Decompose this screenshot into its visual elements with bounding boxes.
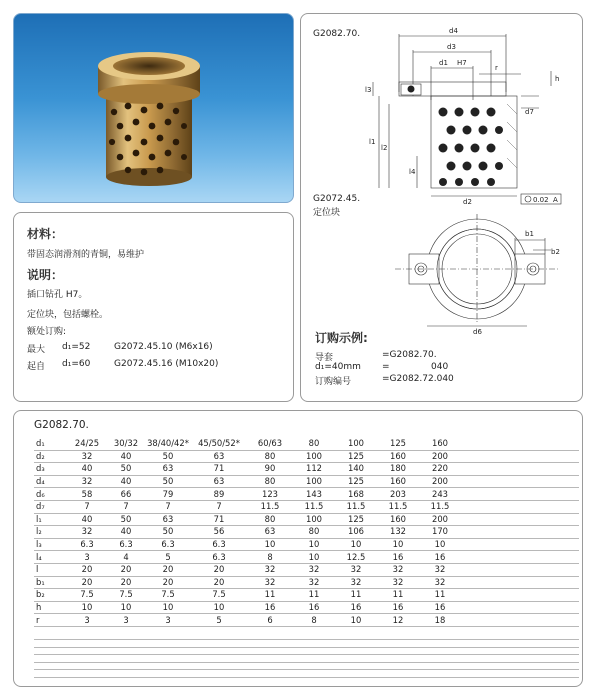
table-cell: 11.5 [246, 500, 294, 513]
table-cell: 63 [144, 513, 192, 526]
dim-l4: l4 [409, 168, 416, 176]
table-cell: 63 [192, 450, 246, 463]
table-spacer [462, 563, 579, 576]
table-row [34, 538, 579, 551]
extra-row-label: 最大 [27, 345, 46, 355]
table-cell: 132 [378, 526, 418, 539]
table-cell: 32 [418, 563, 462, 576]
table-cell: 160 [418, 438, 462, 450]
part-number-top: G2082.70. [313, 29, 361, 39]
blank-rule [34, 662, 579, 663]
table-row [34, 551, 579, 564]
dim-l2: l2 [381, 144, 388, 152]
table-cell: 10 [192, 601, 246, 614]
row-label: h [34, 601, 66, 614]
blank-rule [34, 654, 579, 655]
row-label: r [34, 614, 66, 627]
table-cell: 6.3 [66, 538, 108, 551]
table-cell: 243 [418, 488, 462, 501]
row-label: d₁ [34, 438, 66, 450]
table-row [34, 488, 579, 501]
table-cell: 7 [108, 500, 144, 513]
order-example-heading: 订购示例: [315, 331, 368, 345]
table-cell: 170 [418, 526, 462, 539]
table-spacer [462, 513, 579, 526]
table-cell: 40 [108, 450, 144, 463]
dimension-table [34, 438, 579, 627]
table-spacer [462, 614, 579, 627]
note-line-1: 插口钻孔 H7。 [27, 290, 88, 300]
table-cell: 80 [246, 450, 294, 463]
table-cell: 32 [294, 563, 334, 576]
table-cell: 10 [66, 601, 108, 614]
table-cell: 11 [418, 589, 462, 602]
table-cell: 160 [378, 475, 418, 488]
table-row [34, 450, 579, 463]
table-cell: 11 [294, 589, 334, 602]
bushing-illustration [14, 14, 294, 203]
blank-rule [34, 639, 579, 640]
table-cell: 3 [144, 614, 192, 627]
dim-b2: b2 [551, 248, 560, 256]
dim-d1: d1 [439, 59, 448, 67]
dim-h7: H7 [457, 59, 467, 67]
table-cell: 125 [378, 438, 418, 450]
table-cell: 100 [294, 450, 334, 463]
table-row [34, 500, 579, 513]
row-label: d₇ [34, 500, 66, 513]
table-cell: 90 [246, 463, 294, 476]
table-cell: 89 [192, 488, 246, 501]
dim-d6: d6 [473, 328, 482, 334]
dim-h: h [555, 75, 560, 83]
table-cell: 40 [66, 513, 108, 526]
table-row [34, 614, 579, 627]
table-cell: 5 [144, 551, 192, 564]
table-cell: 16 [378, 551, 418, 564]
table-cell: 143 [294, 488, 334, 501]
table-cell: 106 [334, 526, 378, 539]
row-label: l [34, 563, 66, 576]
note-line-2: 定位块，包括螺栓。 [27, 310, 109, 320]
table-cell: 203 [378, 488, 418, 501]
dim-tolerance: 0.02 [533, 196, 549, 204]
table-cell: 12 [378, 614, 418, 627]
table-cell: 220 [418, 463, 462, 476]
extra-row-code: G2072.45.10 (M6x16) [114, 342, 213, 352]
extra-row-label: 起自 [27, 362, 46, 372]
row-label: l₂ [34, 526, 66, 539]
row-label: l₃ [34, 538, 66, 551]
extra-order-label: 额处订购: [27, 327, 67, 337]
table-cell: 4 [108, 551, 144, 564]
table-cell: 7.5 [192, 589, 246, 602]
table-cell: 16 [334, 601, 378, 614]
table-cell: 45/50/52* [192, 438, 246, 450]
table-cell: 63 [144, 463, 192, 476]
table-row [34, 601, 579, 614]
table-cell: 7 [192, 500, 246, 513]
table-spacer [462, 576, 579, 589]
table-cell: 10 [378, 538, 418, 551]
table-cell: 3 [66, 551, 108, 564]
section-drawing [361, 26, 576, 206]
table-cell: 7.5 [108, 589, 144, 602]
note-heading: 说明： [27, 268, 64, 282]
table-spacer [462, 526, 579, 539]
table-cell: 32 [294, 576, 334, 589]
table-cell: 125 [334, 450, 378, 463]
table-cell: 125 [334, 475, 378, 488]
row-label: d₄ [34, 475, 66, 488]
table-cell: 32 [418, 576, 462, 589]
table-cell: 32 [334, 576, 378, 589]
table-cell: 7.5 [66, 589, 108, 602]
table-cell: 100 [334, 438, 378, 450]
table-spacer [462, 551, 579, 564]
table-cell: 11.5 [294, 500, 334, 513]
table-cell: 11.5 [334, 500, 378, 513]
table-row [34, 563, 579, 576]
table-cell: 7 [144, 500, 192, 513]
table-cell: 6.3 [192, 538, 246, 551]
table-row [34, 513, 579, 526]
dim-r: r [495, 64, 498, 72]
table-cell: 40 [108, 526, 144, 539]
table-cell: 3 [108, 614, 144, 627]
table-cell: 8 [294, 614, 334, 627]
table-cell: 50 [144, 526, 192, 539]
table-cell: 50 [108, 463, 144, 476]
table-cell: 125 [334, 513, 378, 526]
row-label: l₄ [34, 551, 66, 564]
top-view-drawing [391, 214, 581, 334]
table-cell: 8 [246, 551, 294, 564]
table-cell: 200 [418, 513, 462, 526]
table-title: G2082.70. [34, 419, 89, 431]
table-cell: 56 [192, 526, 246, 539]
table-cell: 100 [294, 475, 334, 488]
table-cell: 38/40/42* [144, 438, 192, 450]
table-cell: 32 [378, 563, 418, 576]
order-row-value: =G2082.70. [382, 350, 437, 360]
table-cell: 6.3 [192, 551, 246, 564]
order-row-key: d₁=40mm [315, 362, 361, 372]
table-row [34, 576, 579, 589]
table-cell: 20 [192, 563, 246, 576]
blank-rule [34, 669, 579, 670]
blank-rule [34, 647, 579, 648]
extra-row-cond: d₁=52 [62, 342, 91, 352]
table-spacer [462, 601, 579, 614]
table-cell: 7.5 [144, 589, 192, 602]
table-cell: 11.5 [378, 500, 418, 513]
table-cell: 6 [246, 614, 294, 627]
table-cell: 20 [108, 576, 144, 589]
table-cell: 112 [294, 463, 334, 476]
material-heading: 材料： [27, 227, 64, 241]
table-spacer [462, 488, 579, 501]
table-cell: 16 [294, 601, 334, 614]
dim-b1: b1 [525, 230, 534, 238]
drawing-panel [300, 13, 583, 402]
table-cell: 10 [108, 601, 144, 614]
table-cell: 80 [294, 526, 334, 539]
product-photo [13, 13, 294, 203]
table-cell: 30/32 [108, 438, 144, 450]
table-cell: 10 [294, 538, 334, 551]
table-cell: 40 [66, 463, 108, 476]
table-cell: 12.5 [334, 551, 378, 564]
dim-d3: d3 [447, 43, 456, 51]
table-row [34, 463, 579, 476]
extra-row-cond: d₁=60 [62, 359, 91, 369]
table-cell: 32 [66, 450, 108, 463]
table-cell: 50 [144, 475, 192, 488]
table-cell: 123 [246, 488, 294, 501]
table-spacer [462, 589, 579, 602]
table-cell: 10 [246, 538, 294, 551]
table-cell: 20 [66, 563, 108, 576]
table-cell: 20 [108, 563, 144, 576]
table-cell: 6.3 [108, 538, 144, 551]
table-cell: 71 [192, 463, 246, 476]
table-cell: 10 [418, 538, 462, 551]
table-cell: 168 [334, 488, 378, 501]
table-cell: 50 [108, 513, 144, 526]
dim-l1: l1 [369, 138, 376, 146]
table-cell: 71 [192, 513, 246, 526]
table-spacer [462, 463, 579, 476]
order-row-key: 导套 [315, 353, 334, 363]
table-cell: 100 [294, 513, 334, 526]
table-cell: 24/25 [66, 438, 108, 450]
table-cell: 11 [334, 589, 378, 602]
table-cell: 10 [334, 538, 378, 551]
table-cell: 32 [246, 563, 294, 576]
table-cell: 11 [378, 589, 418, 602]
table-row [34, 589, 579, 602]
row-label: b₁ [34, 576, 66, 589]
table-cell: 80 [294, 438, 334, 450]
table-cell: 32 [334, 563, 378, 576]
table-cell: 16 [418, 551, 462, 564]
table-spacer [462, 500, 579, 513]
table-row [34, 526, 579, 539]
table-cell: 16 [246, 601, 294, 614]
table-spacer [462, 475, 579, 488]
table-spacer [462, 538, 579, 551]
table-cell: 80 [246, 475, 294, 488]
dim-l3: l3 [365, 86, 372, 94]
table-cell: 80 [246, 513, 294, 526]
table-cell: 200 [418, 450, 462, 463]
blank-rule [34, 677, 579, 678]
order-row-value: =G2082.72.040 [382, 374, 454, 384]
table-cell: 3 [66, 614, 108, 627]
table-cell: 10 [294, 551, 334, 564]
row-label: d₆ [34, 488, 66, 501]
table-row [34, 438, 579, 450]
table-cell: 140 [334, 463, 378, 476]
table-cell: 10 [144, 601, 192, 614]
order-row-key: 订购编号 [315, 377, 352, 387]
table-cell: 16 [418, 601, 462, 614]
table-cell: 20 [144, 576, 192, 589]
table-cell: 20 [192, 576, 246, 589]
table-spacer [462, 450, 579, 463]
order-row-value: = [382, 362, 390, 372]
table-cell: 160 [378, 513, 418, 526]
row-label: d₃ [34, 463, 66, 476]
table-cell: 60/63 [246, 438, 294, 450]
table-cell: 11.5 [418, 500, 462, 513]
part-number-bottom: G2072.45. [313, 194, 361, 204]
table-cell: 40 [108, 475, 144, 488]
table-cell: 32 [66, 475, 108, 488]
material-text: 带固态润滑剂的青铜，易维护 [27, 250, 145, 260]
table-cell: 200 [418, 475, 462, 488]
table-cell: 6.3 [144, 538, 192, 551]
row-label: d₂ [34, 450, 66, 463]
table-cell: 16 [378, 601, 418, 614]
dim-datum: A [553, 196, 558, 204]
row-label: b₂ [34, 589, 66, 602]
table-cell: 7 [66, 500, 108, 513]
table-cell: 160 [378, 450, 418, 463]
table-cell: 32 [378, 576, 418, 589]
table-cell: 63 [192, 475, 246, 488]
table-cell: 20 [66, 576, 108, 589]
table-cell: 50 [144, 450, 192, 463]
table-cell: 180 [378, 463, 418, 476]
table-cell: 20 [144, 563, 192, 576]
dim-d7: d7 [525, 108, 534, 116]
table-cell: 32 [66, 526, 108, 539]
table-cell: 10 [334, 614, 378, 627]
row-label: l₁ [34, 513, 66, 526]
table-spacer [462, 438, 579, 450]
extra-row-code: G2072.45.16 (M10x20) [114, 359, 219, 369]
table-cell: 18 [418, 614, 462, 627]
dim-d2: d2 [463, 198, 472, 206]
table-cell: 63 [246, 526, 294, 539]
table-row [34, 475, 579, 488]
table-cell: 79 [144, 488, 192, 501]
table-cell: 66 [108, 488, 144, 501]
info-panel [13, 212, 294, 402]
table-cell: 58 [66, 488, 108, 501]
table-cell: 11 [246, 589, 294, 602]
dimension-table-panel [13, 410, 583, 687]
part-bottom-desc: 定位块 [313, 208, 341, 218]
table-cell: 32 [246, 576, 294, 589]
table-cell: 5 [192, 614, 246, 627]
dim-d4: d4 [449, 27, 458, 35]
order-row-extra: 040 [431, 362, 449, 372]
